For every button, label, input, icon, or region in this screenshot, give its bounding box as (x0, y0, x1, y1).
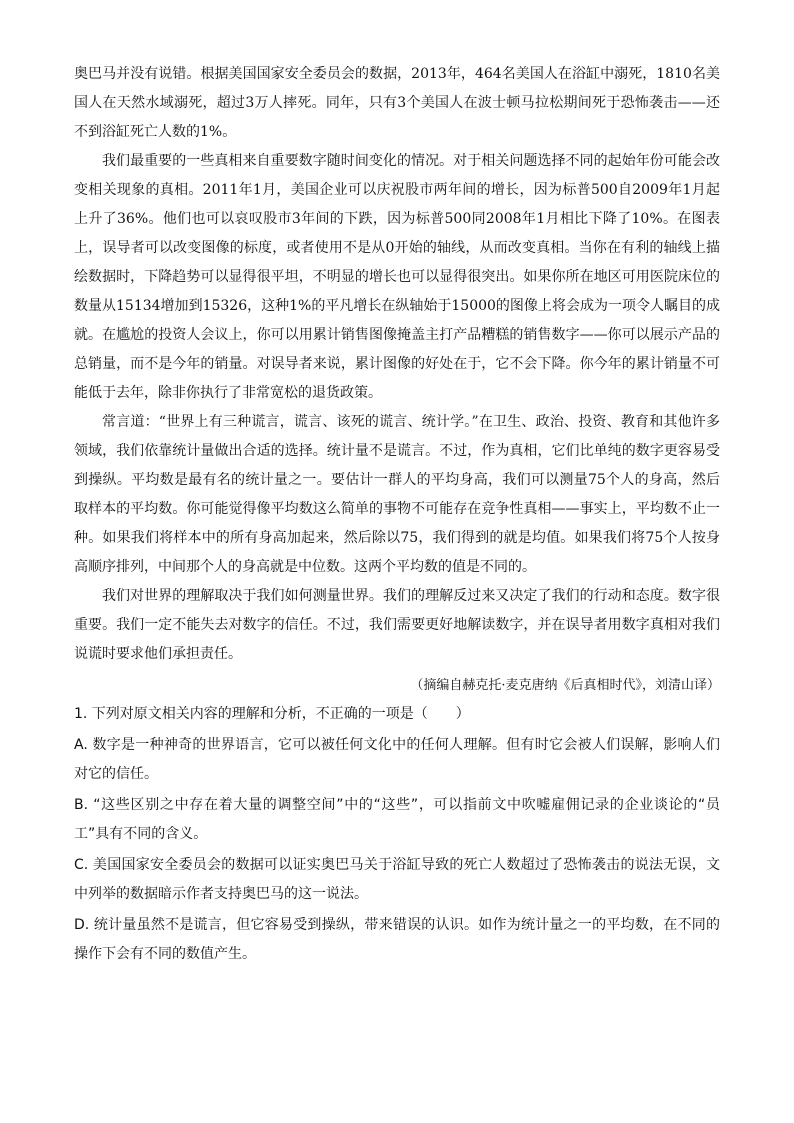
question-stem: 1. 下列对原文相关内容的理解和分析，不正确的一项是（ ） (74, 706, 470, 722)
passage-paragraph-4: 我们对世界的理解取决于我们如何测量世界。我们的理解反过来又决定了我们的行动和态度。数字很重要。我们一定不能失去对数字的信任。不过，我们需要更好地解读数字，并在误导者用数字真相对我们说谎时要求他们承担责任。 (74, 588, 720, 662)
passage-paragraph-2: 我们最重要的一些真相来自重要数字随时间变化的情况。对于相关问题选择不同的起始年份可能会改变相关现象的真相。2011年1月，美国企业可以庆祝股市两年间的增长，因为标普500自2009年1月起上升了36%。他们也可以哀叹股市3年间的下跌，因为标普500同2008年1月相比下降了10%。在图表上，误导者可以改变图像的标度，或者使用不是从0开始的轴线，从而改变真相。当你在有利的轴线上描绘数据时，下降趋势可以显得很平坦，不明显的增长也可以显得很突出。如果你所在地区可用医院床位的数量从15134增加到15326，这种1%的平凡增长在纵轴始于15000的图像上将会成为一项令人瞩目的成就。在尴尬的投资人会议上，你可以用累计销售图像掩盖主打产品糟糕的销售数字——你可以展示产品的总销量，而不是今年的销量。对误导者来说，累计图像的好处在于，它不会下降。你今年的累计销量不可能低于去年，除非你执行了非常宽松的退货政策。 (74, 153, 720, 401)
passage-paragraph-3: 常言道：“世界上有三种谎言，谎言、该死的谎言、统计学。”在卫生、政治、投资、教育和其他许多领域，我们依靠统计量做出合适的选择。统计量不是谎言。不过，作为真相，它们比单纯的数字更容易受到操纵。平均数是最有名的统计量之一。要估计一群人的平均身高，我们可以测量75个人的身高，然后取样本的平均数。你可能觉得像平均数这么简单的事物不可能存在竞争性真相——事实上，平均数不止一种。如果我们将样本中的所有身高加起来，然后除以75，我们得到的就是均值。如果我们将75个人按身高顺序排列，中间那个人的身高就是中位数。这两个平均数的值是不同的。 (74, 414, 720, 575)
document-page (74, 60, 720, 969)
option-a: A. 数字是一种神奇的世界语言，它可以被任何文化中的任何人理解。但有时它会被人们误解，影响人们对它的信任。 (74, 737, 720, 782)
passage-paragraph-1: 奥巴马并没有说错。根据美国国家安全委员会的数据，2013年，464名美国人在浴缸中溺死，1810名美国人在天然水域溺死，超过3万人摔死。同年，只有3个美国人在波士顿马拉松期间死于恐怖袭击——还不到浴缸死亡人数的1%。 (74, 66, 720, 140)
option-b: B. “这些区别之中存在着大量的调整空间”中的“这些”，可以指前文中吹嘘雇佣记录的企业谈论的“员工”具有不同的含义。 (74, 797, 720, 842)
option-d: D. 统计量虽然不是谎言，但它容易受到操纵，带来错误的认识。如作为统计量之一的平均数，在不同的操作下会有不同的数值产生。 (74, 917, 720, 962)
passage-source: （摘编自赫克托·麦克唐纳《后真相时代》，刘清山译） (410, 678, 720, 693)
option-c: C. 美国国家安全委员会的数据可以证实奥巴马关于浴缸导致的死亡人数超过了恐怖袭击的说法无误，文中列举的数据暗示作者支持奥巴马的这一说法。 (74, 857, 720, 902)
